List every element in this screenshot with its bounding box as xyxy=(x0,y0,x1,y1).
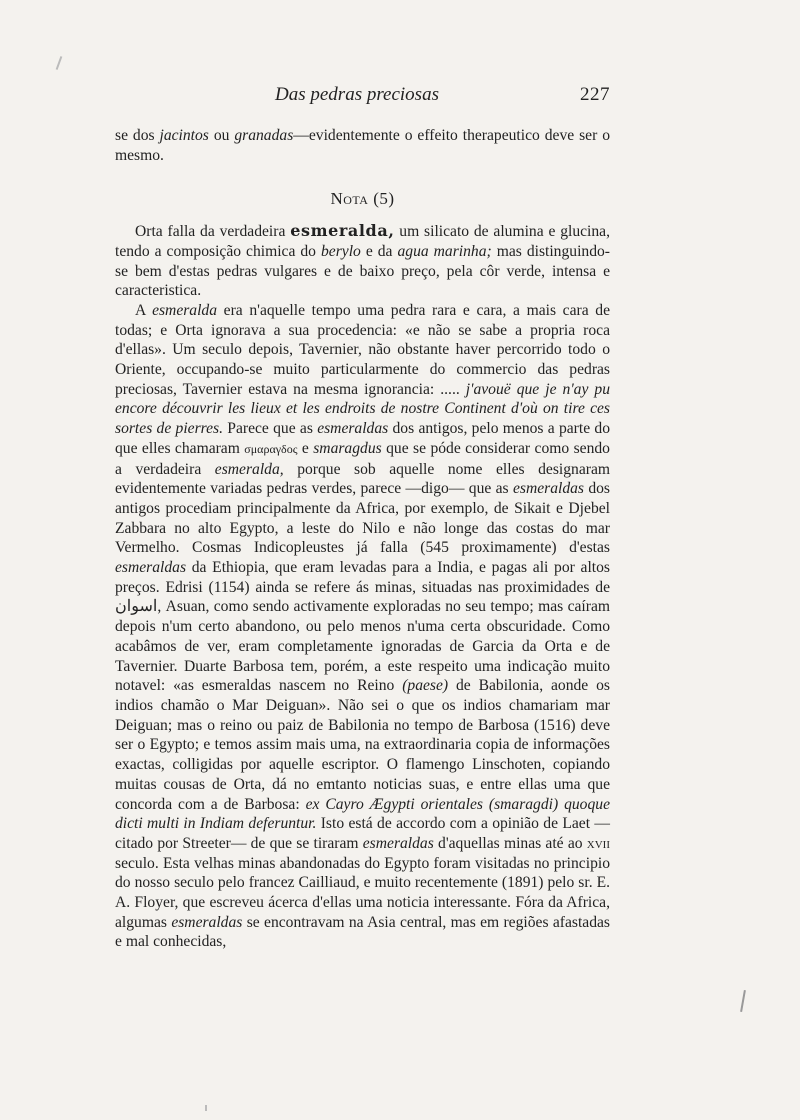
greek-word: σμαραγδος xyxy=(244,441,298,456)
note-heading: Nota (5) xyxy=(330,189,395,209)
running-title: Das pedras preciosas xyxy=(275,84,439,105)
paper-speck xyxy=(205,1105,207,1111)
term-esmeralda: esmeralda, xyxy=(290,221,395,241)
paragraph-2: A esmeralda era n'aquelle tempo uma pedra rara e cara, a mais cara de todas; e Orta ignorava a sua procedencia: «e não se sabe a propria roca d'ellas». Um seculo depois, Tavernier, não obstante haver percorrido todo o Oriente, occupando-se muito particularmente do commercio das pedras preciosas, Tavernier estava na mesma ignorancia: ..... j'avouë que je n'ay pu encore découvrir les lieux et les endroits de nostre Continent d'où on tire ces sortes de pierres. Parece que as esmeraldas dos antigos, pelo menos a parte do que elles chamaram σμαραγδος e smaragdus que se póde considerar como sendo a verdadeira esmeralda, porque sob aquelle nome elles designaram evidentemente variadas pedras verdes, parece —digo— que as esmeraldas dos antigos procediam principalmente da Africa, por exemplo, de Sikait e Djebel Zabbara no alto Egypto, a leste do Nilo e não longe das costas do mar Vermelho. Cosmas Indicopleustes já falla (545 proximamente) d'estas esmeraldas da Ethiopia, que eram levadas para a India, e pagas ali por altos preços. Edrisi (1154) ainda se refere ás minas, situadas nas proximidades de اسوان, Asuan, como sendo activamente exploradas no seu tempo; mas caíram depois n'um certo abandono, ou pelo menos n'uma certa obscuridade. Como acabâmos de ver, eram completamente ignoradas de Garcia da Orta e de Tavernier. Duarte Barbosa tem, porém, a este respeito uma indicação muito notavel: «as esmeraldas nascem no Reino (paese) de Babilonia, aonde os indios chamão o Mar Deiguan». Não sei o que os indios chamariam mar Deiguan; mas o reino ou paiz de Babilonia no tempo de Barbosa (1516) deve ser o Egypto; e temos assim mais uma, na extraordinaria copia de informações exactas, colligidas por aquelle escriptor. O flamengo Linschoten, copiando muitas cousas de Orta, dá no emtanto noticias suas, e entre ellas uma que concorda com a de Barbosa: ex Cayro Ægypti orientales (smaragdi) quoque dicti multi in Indiam deferuntur. Isto está de accordo com a opinião de Laet —citado por Streeter— de que se tiraram esmeraldas d'aquellas minas até ao xvii seculo. Esta velhas minas abandonadas do Egypto foram visitadas no principio do nosso seculo pelo francez Cailliaud, e muito recentemente (1891) pelo sr. E. A. Floyer, que escreveu ácerca d'ellas uma noticia interessante. Fóra da Africa, algumas esmeraldas se encontravam na Asia central, mas em regiões afastadas e mal conhecidas, xyxy=(115,301,610,951)
paragraph-1: Orta falla da verdadeira esmeralda, um silicato de alumina e glucina, tendo a composição chimica do berylo e da agua marinha; mas distinguindo-se bem d'estas pedras vulgares e de baixo preço, pela côr verde, intensa e caracteristica. xyxy=(115,221,610,300)
arabic-word: اسوان xyxy=(115,598,158,616)
continued-paragraph: se dos jacintos ou granadas—evidentemente o effeito therapeutico deve ser o mesmo. xyxy=(115,127,611,164)
paper-speck xyxy=(56,56,63,70)
body-text xyxy=(115,126,610,952)
running-header xyxy=(115,84,610,110)
paper-speck xyxy=(740,990,746,1012)
page-number: 227 xyxy=(580,84,610,105)
